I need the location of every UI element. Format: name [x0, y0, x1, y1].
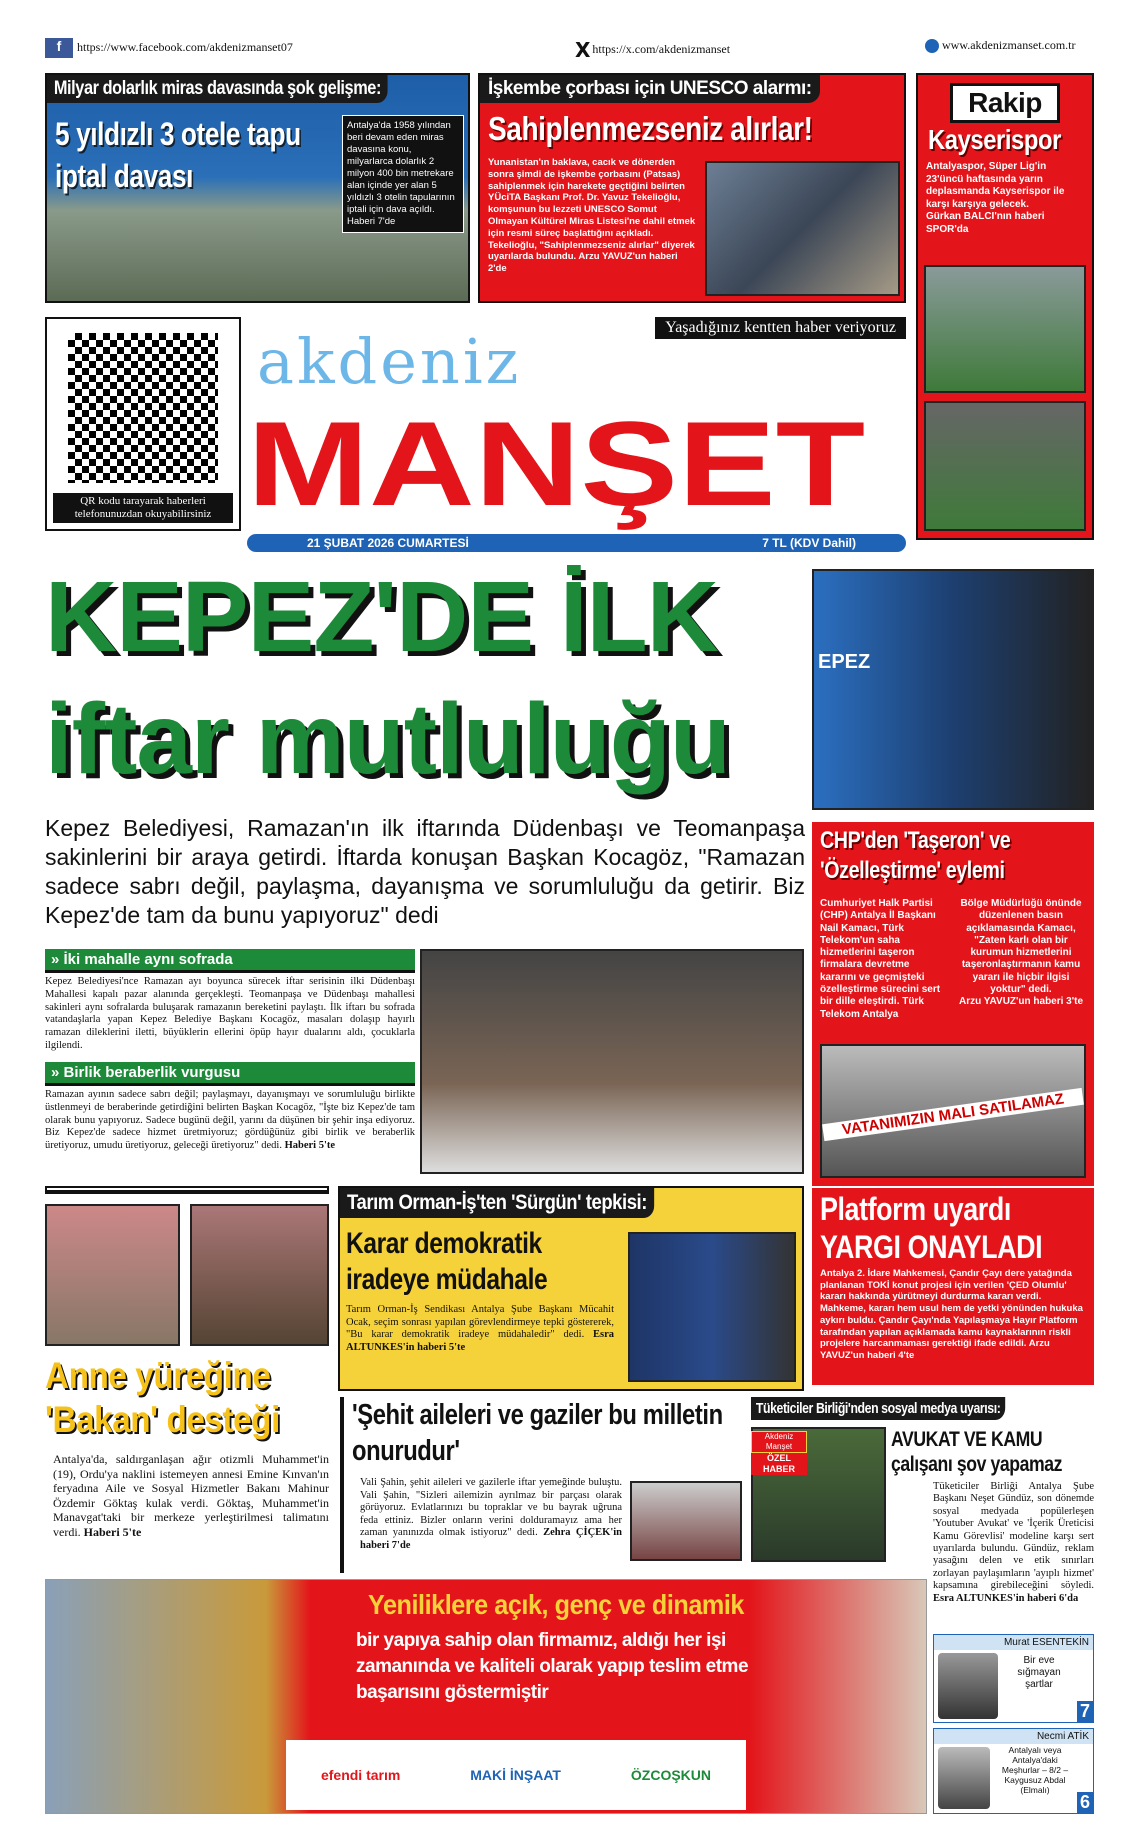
headline-line2: 'Bakan' desteği: [45, 1399, 280, 1440]
headline-line2: çalışanı şov yapamaz: [891, 1453, 1063, 1476]
story-credit: Zehra ÇİÇEK'in haberi 7'de: [360, 1527, 622, 1551]
mother-photo-2: [190, 1204, 329, 1346]
story-headline: Sahiplenmezseniz alırlar!: [488, 110, 813, 147]
text: Tüketiciler Birliği Antalya Şube Başkanı Neşet Gündüz, son dönemde sosyal medyada popülerleşen 'Youtuber Avukat' ve 'İçerik Üreticisi Kamu Görevlisi' modeline karşı sert uyarılarda bulundu. Gündüz, reklam yasağını delen ve etik sınırları zorlayan paylaşımların 'ayıplı hizmet' kapsamına girebileceğini söyledi.: [933, 1481, 1094, 1592]
facebook-url: https://www.facebook.com/akdenizmanset07: [77, 39, 293, 54]
headline-line2: YARGI ONAYLADI: [820, 1229, 1043, 1265]
col-text: Bölge Müdürlüğü önünde düzenlenen basın açıklamasında Kamacı, "Zaten karlı olan bir kurumun hizmetlerini taşeronlaştırmanın kamu yararı ile hiçbir ilgisi yoktur" dedi.: [960, 898, 1082, 996]
story-headline: 5 yıldızlı 3 otele tapu iptal davası: [55, 116, 301, 194]
iftar-photo: [420, 949, 804, 1174]
qr-box[interactable]: [45, 317, 241, 531]
text: Tarım Orman-İş Sendikası Antalya Şube Başkanı Mücahit Ocak, seçim sonrası yapılan görevlendirmeye tepki göstererek, "Bu karar demokratik iradeye müdahaledir" dedi.: [346, 1304, 614, 1340]
column-2[interactable]: [933, 1728, 1094, 1814]
main-body-1: Kepez Belediyesi'nce Ramazan ayı boyunca sürecek iftar serisinin ilki Düdenbaşı Mahallesi kapalı pazar alanında gerçekleşti. Teomanpaşa ve Düdenbaşı mahallesi sakinleri aynı sofralarda buluşarak ramazanın bereketini paylaştı. İlk iftarı bu sofrada vatandaşlarla yapan Kepez Belediye Başkanı Kocagöz, masaları dolaşıp hayırlı ramazan dileklerini iletti, büyüklerin ellerini öpüp hayır dualarını aldı, çocuklarla ilgilendi.: [45, 976, 415, 1051]
ad-banner[interactable]: [45, 1579, 927, 1814]
subhead-text: Birlik beraberlik vurgusu: [63, 1064, 241, 1081]
story-platform[interactable]: [812, 1188, 1094, 1385]
story-text: [360, 1477, 622, 1553]
headline-line1: AVUKAT VE KAMU: [891, 1428, 1043, 1451]
story-anne[interactable]: [45, 1186, 329, 1562]
story-text: [933, 1481, 1094, 1605]
story-text: [53, 1452, 329, 1539]
author-photo: [938, 1653, 998, 1719]
author-photo: [938, 1747, 990, 1809]
story-text: Antalya 2. İdare Mahkemesi, Çandır Çayı dere yatağında planlanan TOKİ konut projesi için verilen 'ÇED Olumlu' kararı hakkında yürütmeyi durdurma kararı verdi. Mahkeme, kararı hem usul hem de yetki yönünden hukuka aykırı buldu. Çandır Çayı'nda Yapılaşmaya Hayır Platform tarafından yapılan açıklamada kamu kaynaklarının riskli projelere harcanmaması gerektiği ifade edildi. Arzu YAVUZ'un haberi 4'te: [820, 1268, 1083, 1361]
story-iskembe[interactable]: [478, 73, 906, 303]
ad-logos: [286, 1740, 746, 1810]
story-chp[interactable]: [812, 822, 1094, 1186]
union-leader-photo: [628, 1232, 796, 1382]
story-text: Yunanistan'ın baklava, cacık ve dönerden sonra şimdi de işkembe çorbasını (Patsas) sahiplenmek için harekete geçtiğini belirten YÜciTA Başkanı Prof. Dr. Yavuz Tekelioğlu, komşunun bu lezzeti UNESCO Somut Olmayan Kültürel Miras Listesi'ne dahil etmek için resmi süreç başlattığını açıkladı. Tekelioğlu, "Sahiplenmezseniz alırlar" diyerek uyarılarda bulundu. Arzu YAVUZ'un haberi 2'de: [488, 157, 696, 275]
story-kicker: İşkembe çorbası için UNESCO alarmı:: [480, 75, 820, 103]
story-tarim[interactable]: [338, 1186, 804, 1391]
ad-title: Yeniliklere açık, genç ve dinamik: [368, 1589, 744, 1620]
story-text: Antalyaspor, Süper Lig'in 23'üncü haftasında yarın deplasmanda Kayserispor ile karşı karşıya gelecek.: [926, 161, 1065, 210]
column-author: Murat ESENTEKİN: [934, 1635, 1093, 1650]
qr-code[interactable]: [68, 333, 218, 483]
story-tag: Rakip: [950, 83, 1060, 123]
slogan: Yaşadığınız kentten haber veriyoruz: [655, 317, 906, 339]
match-photo-2: [924, 401, 1086, 531]
headline-line1: Platform uyardı: [820, 1191, 1011, 1227]
column-title: Antalyalı veya Antalya'daki Meşhurlar – 8/2 – Kaygusuz Abdal (Elmalı): [1001, 1745, 1069, 1795]
logo-ozcoskun: ÖZCOŞKUN: [630, 1767, 712, 1783]
badge-label: ÖZEL HABER: [751, 1453, 807, 1475]
story-headline: [820, 1190, 1042, 1266]
headline-line1: Anne yüreğine: [45, 1355, 271, 1396]
story-kicker: Tarım Orman-İş'ten 'Sürgün' tepkisi:: [340, 1188, 654, 1218]
column-page: 6: [1077, 1792, 1093, 1813]
x-url: https://x.com/akdenizmanset: [592, 41, 731, 56]
x-icon: X: [575, 38, 591, 62]
exclusive-badge: [751, 1431, 807, 1475]
ad-text: bir yapıya sahip olan firmamız, aldığı her işi zamanında ve kaliteli olarak yapıp teslim etme başarısını göstermiştir: [356, 1630, 749, 1703]
story-text: Antalya'da 1958 yılından beri devam eden miras davasına konu, milyarlarca dolarlık 2 milyon 400 bin metrekare alan içinde yer alan 5 yıldızlı 3 otelin tapularının iptali için dava açıldı. Haberi 7'de: [342, 115, 464, 233]
story-text: [346, 1304, 614, 1354]
date: 21 ŞUBAT 2026 CUMARTESİ: [307, 536, 469, 550]
logo-efendi: efendi tarım: [320, 1767, 401, 1783]
facebook-link[interactable]: [45, 38, 293, 58]
logo-maki: MAKİ İNŞAAT: [470, 1767, 561, 1783]
subhead-text: İki mahalle aynı sofrada: [63, 951, 233, 968]
website-link[interactable]: [925, 38, 1076, 53]
story-sehit[interactable]: [340, 1397, 740, 1573]
main-headline-line1: KEPEZ'DE İLK: [45, 561, 718, 673]
story-credit: Esra ALTUNKES'in haberi 6'da: [933, 1592, 1079, 1604]
main-headline[interactable]: [45, 556, 805, 800]
main-headline-line2: iftar mutluluğu: [45, 683, 730, 795]
story-col2: [956, 898, 1086, 1009]
story-headline: [891, 1427, 1093, 1477]
story-col1: Cumhuriyet Halk Partisi (CHP) Antalya İl Başkanı Nail Kamacı, Türk Telekom'un saha hizmetlerini taşeron firmalara devretme kararını ve geçmişteki özelleştirme sürecini sert bir dille eleştirdi. Türk Telekom Antalya: [820, 898, 941, 1020]
brand-main: MANŞET: [247, 397, 866, 531]
subhead-1: » İki mahalle aynı sofrada: [45, 949, 415, 973]
masthead: [247, 317, 906, 552]
column-page: 7: [1077, 1701, 1093, 1722]
badge-top: Akdeniz Manşet: [751, 1431, 807, 1453]
price: 7 TL (KDV Dahil): [762, 536, 856, 550]
story-headline: Kayserispor: [928, 124, 1061, 155]
main-body-2: [45, 1089, 415, 1153]
text: Antalya'da, saldırganlaşan ağır otizmli Muhammet'in (19), Ordu'ya naklini istemeyen annesi Emine Kınvan'ın feryadına Aile ve Sosyal Hizmetler Bakanı Mahinur Özdemir Göktaş kulak verdi. Göktaş, Muhammet'in Manavgat'taki bir merkeze yerleştirilmesi talimatını verdi.: [53, 1452, 329, 1539]
iftar-governor-photo: [630, 1481, 742, 1561]
text: Vali Şahin, şehit aileleri ve gazilerle iftar yemeğinde buluştu. Vali Şahin, "Sizleri ailemizin ayrılmaz bir parçası olarak görüyoruz. Evlatlarınızı bu topraklar ve bu bayrak uğruna feda ettiniz. Bizler onların verini dolduramayız ama her zaman yanınızda olmak istiyoruz" dedi.: [360, 1477, 622, 1539]
story-headline: Karar demokratik iradeye müdahale: [346, 1227, 548, 1296]
story-credit: Arzu YAVUZ'un haberi 3'te: [958, 996, 1084, 1008]
match-photo-1: [924, 265, 1086, 393]
date-bar: [247, 534, 906, 552]
story-credit: Gürkan BALCI'nın haberi SPOR'da: [926, 211, 1045, 235]
facebook-icon: f: [45, 38, 73, 58]
story-kicker: Milyar dolarlık miras davasında şok gelişme:: [47, 75, 388, 103]
qr-caption: QR kodu tarayarak haberleri telefonunuzdan okuyabilirsiniz: [53, 493, 233, 523]
subhead-2: » Birlik beraberlik vurgusu: [45, 1062, 415, 1086]
story-headline: 'Şehit aileleri ve gaziler bu milletin onurudur': [352, 1399, 723, 1467]
globe-icon: [925, 39, 939, 53]
brand-top: akdeniz: [257, 325, 522, 398]
column-author: Necmi ATİK: [934, 1729, 1093, 1744]
photo-sign: EPEZ: [818, 651, 871, 673]
protest-photo: [820, 1044, 1086, 1178]
story-miras[interactable]: [45, 73, 470, 303]
story-kicker: Tüketiciler Birliği'nden sosyal medya uyarısı:: [751, 1397, 1005, 1420]
column-1[interactable]: [933, 1634, 1094, 1723]
protest-banner: VATANIMIZIN MALI SATILAMAZ: [822, 1088, 1084, 1141]
website-url: www.akdenizmanset.com.tr: [942, 38, 1076, 52]
main-lead: Kepez Belediyesi, Ramazan'ın ilk iftarında Düdenbaşı ve Teomanpaşa sakinlerini bir araya getirdi. İftarda konuşan Başkan Kocagöz, "Ramazan sadece sabrı değil, paylaşma, dayanışma ve sorumluluğu da getirir. Biz Kepez'de tam da bunu yapıyoruz" dedi: [45, 815, 805, 928]
mayor-photo: [812, 569, 1094, 810]
column-title: Bir eve sığmayan şartlar: [1017, 1655, 1061, 1690]
story-spor[interactable]: [916, 73, 1094, 540]
story-headline: CHP'den 'Taşeron' ve 'Özelleştirme' eylemi: [820, 827, 1011, 884]
page-ref: Haberi 5'te: [83, 1524, 142, 1539]
x-link[interactable]: [575, 38, 730, 62]
story-headline: [45, 1354, 324, 1442]
page-ref: Haberi 5'te: [284, 1140, 336, 1152]
body-text: Ramazan ayının sadece sabrı değil; paylaşmayı, dayanışmayı ve sorumluluğu birlikte üstlenmeyi de beraberinde getirdiğini belirten Başkan Kocagöz, "İşte biz Kepez'de tam olarak bunu yapıyoruz. Sadece bugünü değil, yarını da düşünen bir şehir inşa ediyoruz. Biz Kepez'de sadece hizmet üretmiyoruz; gördüğünüz gibi birlik ve beraberlik üretiyoruz, umudu üretiyoruz, geleceği üretiyoruz" dedi.: [45, 1089, 415, 1152]
mother-photo-1: [45, 1204, 180, 1346]
story-credit: Esra ALTUNKES'in haberi 5'te: [346, 1329, 615, 1353]
speaker-photo: [705, 161, 900, 296]
